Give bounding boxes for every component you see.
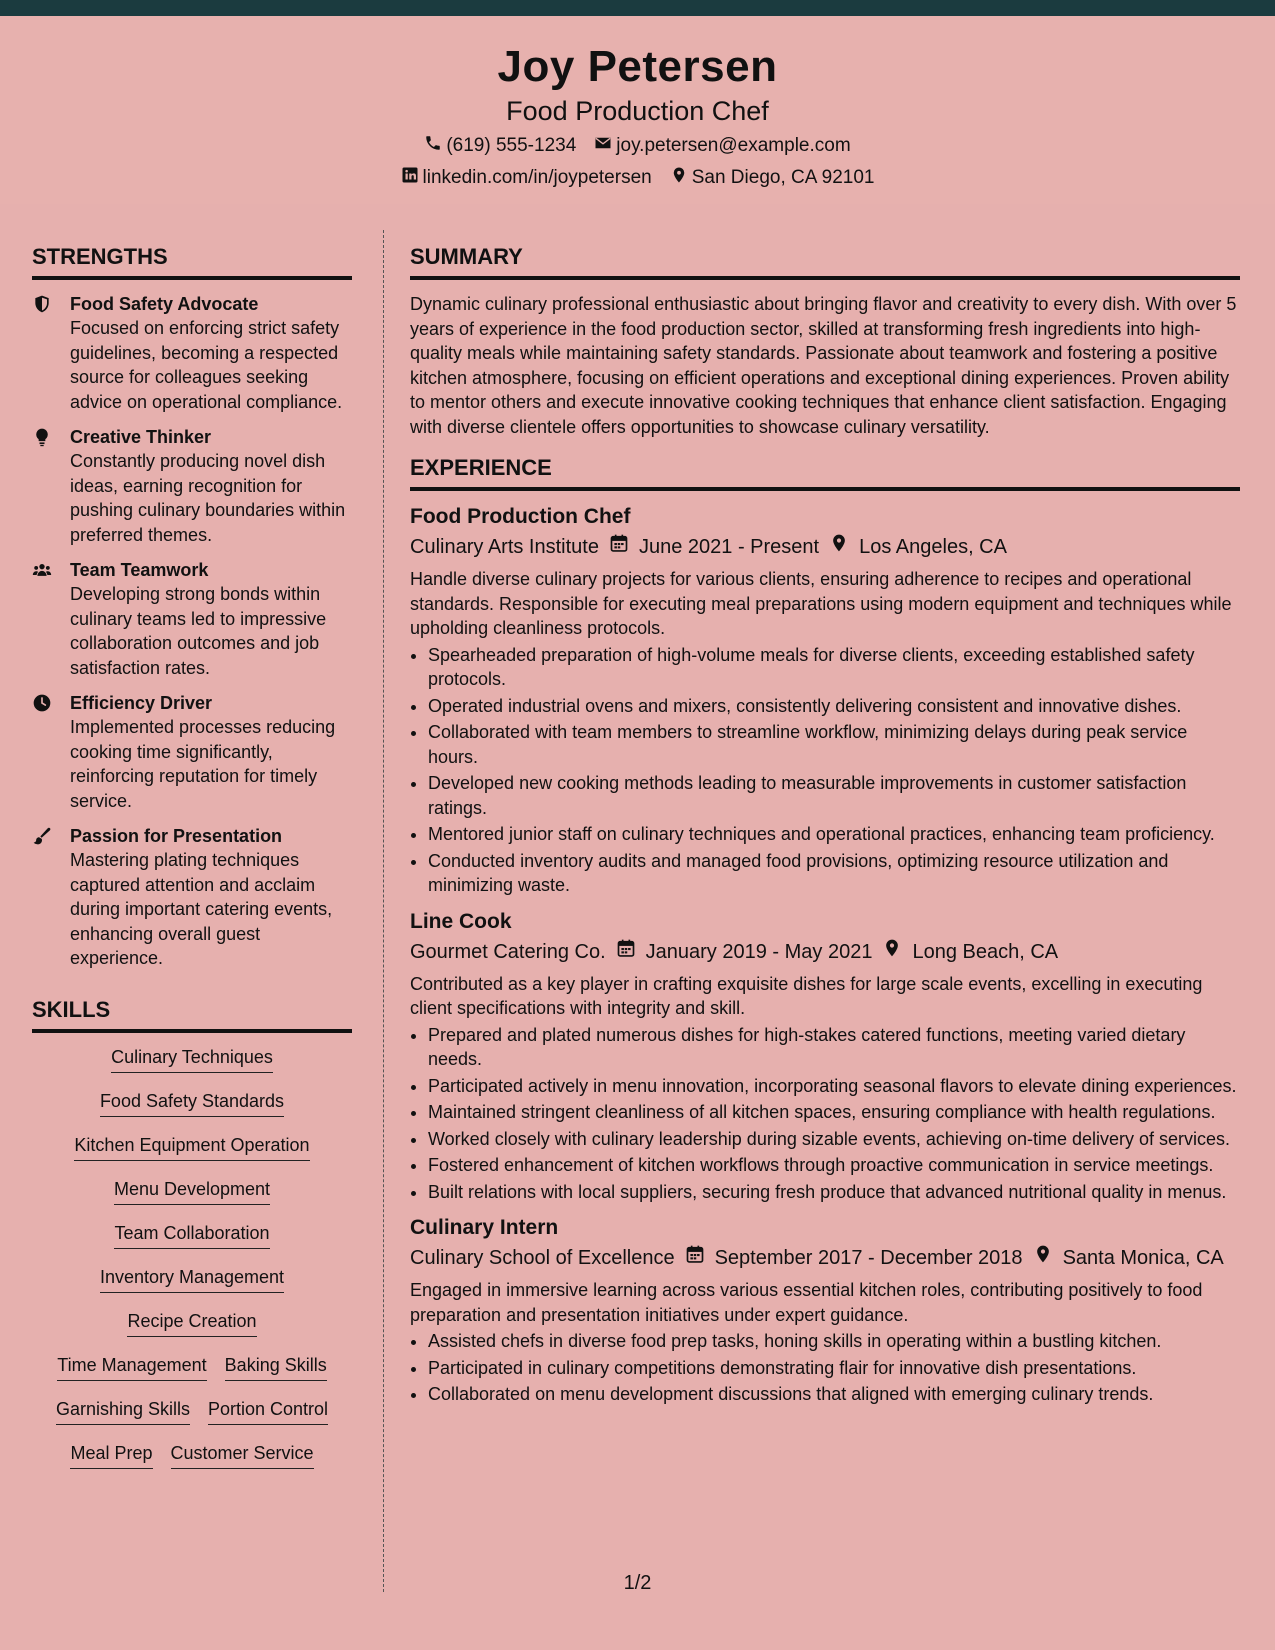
right-column <box>410 244 1240 1417</box>
job-dates: September 2017 - December 2018 <box>714 1247 1023 1269</box>
job-title: Culinary Intern <box>410 1216 559 1239</box>
skill-tag: Menu Development <box>114 1177 270 1205</box>
list-item: • Assisted chefs in diverse food prep tasks, honing skills in operating within a bustling kitchen. <box>428 1329 1240 1354</box>
job-dates: January 2019 - May 2021 <box>645 940 873 963</box>
job-entry <box>410 1214 1240 1407</box>
contact-row-1 <box>0 134 1275 158</box>
contact-email[interactable] <box>594 134 850 158</box>
strength-item <box>32 292 352 414</box>
envelope-icon <box>594 134 612 158</box>
list-item: • Fostered enhancement of kitchen workflows through proactive communication in service meetings. <box>428 1153 1240 1178</box>
map-pin-icon <box>1033 1242 1053 1274</box>
strength-title: Passion for Presentation <box>70 826 283 846</box>
contact-linkedin[interactable] <box>401 166 652 190</box>
job-meta <box>410 936 1240 968</box>
job-dates: June 2021 - Present <box>638 536 820 558</box>
job-entry <box>410 908 1240 1205</box>
skill-tag: Garnishing Skills <box>56 1397 190 1425</box>
candidate-name: Joy Petersen <box>497 42 778 91</box>
job-description: Contributed as a key player in crafting exquisite dishes for large scale events, excelling in executing client specifications with integrity and skill. <box>410 973 1203 1018</box>
skill-tag: Customer Service <box>171 1441 314 1469</box>
list-item: • Participated in culinary competitions demonstrating flair for innovative dish presentations. <box>428 1356 1240 1381</box>
list-item: • Collaborated with team members to streamline workflow, minimizing delays during peak service hours. <box>428 720 1240 769</box>
job-title: Line Cook <box>410 909 512 933</box>
linkedin-icon <box>401 166 419 190</box>
job-meta <box>410 531 1240 563</box>
strength-item <box>32 691 352 813</box>
page-number: 1/2 <box>623 1572 652 1594</box>
skill-tag: Food Safety Standards <box>100 1089 284 1117</box>
job-location: Los Angeles, CA <box>859 536 1007 558</box>
strength-desc: Constantly producing novel dish ideas, earning recognition for pushing culinary boundaries within preferred themes. <box>70 451 346 545</box>
list-item: • Built relations with local suppliers, securing fresh produce that advanced nutritional quality in menus. <box>428 1180 1240 1205</box>
summary-heading: SUMMARY <box>410 244 1240 280</box>
strength-desc: Focused on enforcing strict safety guidelines, becoming a respected source for colleagues seeking advice on operational compliance. <box>70 318 343 412</box>
top-accent-bar <box>0 0 1275 16</box>
map-pin-icon <box>829 531 849 563</box>
left-column <box>32 244 352 1485</box>
skill-tag: Baking Skills <box>225 1353 327 1381</box>
phone-text: (619) 555-1234 <box>446 135 577 156</box>
email-text: joy.petersen@example.com <box>616 135 851 156</box>
skill-tag: Portion Control <box>208 1397 328 1425</box>
strengths-heading: STRENGTHS <box>32 244 352 280</box>
strength-item <box>32 824 352 971</box>
list-item: • Operated industrial ovens and mixers, consistently delivering consistent and innovative dishes. <box>428 694 1240 719</box>
calendar-icon <box>616 936 636 968</box>
skill-tag: Team Collaboration <box>114 1221 269 1249</box>
contact-row-2 <box>0 166 1275 190</box>
skills-list <box>32 1045 352 1469</box>
calendar-icon <box>609 531 629 563</box>
list-item: • Worked closely with culinary leadership during sizable events, achieving on-time delivery of services. <box>428 1127 1240 1152</box>
skill-tag: Culinary Techniques <box>111 1045 273 1073</box>
strength-title: Food Safety Advocate <box>70 294 259 314</box>
clock-icon <box>32 691 58 813</box>
job-description: Handle diverse culinary projects for various clients, ensuring adherence to recipes and operational standards. Responsible for executing meal preparations using modern equipment and techniques while upholding cleanliness protocols. <box>410 569 1232 638</box>
skills-heading: SKILLS <box>32 997 352 1033</box>
job-bullets <box>410 1329 1240 1407</box>
job-description: Engaged in immersive learning across various essential kitchen roles, contributing positively to food preparation and presentation initiatives under expert guidance. <box>410 1280 1203 1325</box>
company-name: Culinary Arts Institute <box>410 536 599 558</box>
strength-desc: Mastering plating techniques captured attention and acclaim during important catering events, enhancing overall guest experience. <box>70 850 333 968</box>
list-item: • Collaborated on menu development discussions that aligned with emerging culinary trends. <box>428 1382 1240 1407</box>
experience-heading: EXPERIENCE <box>410 455 1240 491</box>
lightbulb-icon <box>32 425 58 547</box>
strength-desc: Implemented processes reducing cooking time significantly, reinforcing reputation for timely service. <box>70 717 336 811</box>
users-icon <box>32 558 58 680</box>
strength-item <box>32 558 352 680</box>
skill-tag: Meal Prep <box>70 1441 152 1469</box>
map-pin-icon <box>882 936 902 968</box>
strength-title: Creative Thinker <box>70 427 212 447</box>
strength-item <box>32 425 352 547</box>
list-item: • Spearheaded preparation of high-volume meals for diverse clients, exceeding established safety protocols. <box>428 643 1240 692</box>
list-item: • Maintained stringent cleanliness of all kitchen spaces, ensuring compliance with health regulations. <box>428 1100 1240 1125</box>
list-item: • Conducted inventory audits and managed food provisions, optimizing resource utilization and minimizing waste. <box>428 849 1240 898</box>
list-item: • Developed new cooking methods leading to measurable improvements in customer satisfaction ratings. <box>428 771 1240 820</box>
job-location: Long Beach, CA <box>912 940 1059 963</box>
shield-icon <box>32 292 58 414</box>
strength-title: Team Teamwork <box>70 560 209 580</box>
map-pin-icon <box>670 166 688 190</box>
phone-icon <box>424 134 442 158</box>
job-meta <box>410 1242 1240 1274</box>
contact-location <box>670 166 875 190</box>
company-name: Culinary School of Excellence <box>410 1247 675 1269</box>
skill-tag: Kitchen Equipment Operation <box>74 1133 309 1161</box>
job-bullets <box>410 1023 1240 1205</box>
list-item: • Participated actively in menu innovation, incorporating seasonal flavors to elevate dining experiences. <box>428 1074 1240 1099</box>
skill-tag: Inventory Management <box>100 1265 284 1293</box>
list-item: • Mentored junior staff on culinary techniques and operational practices, enhancing team proficiency. <box>428 822 1240 847</box>
contact-phone <box>424 134 576 158</box>
resume-header <box>0 16 1275 204</box>
list-item: • Prepared and plated numerous dishes for high-stakes catered functions, meeting varied dietary needs. <box>428 1023 1240 1072</box>
linkedin-text: linkedin.com/in/joypetersen <box>422 167 652 188</box>
summary-text: Dynamic culinary professional enthusiastic about bringing flavor and creativity to every dish. With over 5 years of experience in the food production sector, skilled at transforming fresh ingredients into high-quality meals while maintaining safety standards. Passionate about teamwork and fostering a positive kitchen atmosphere, focusing on efficient operations and exceptional dining experiences. Proven ability to mentor others and execute innovative cooking techniques that enhance client satisfaction. Engaging with diverse clientele offers opportunities to showcase culinary versatility. <box>410 294 1237 437</box>
job-bullets <box>410 643 1240 898</box>
strength-desc: Developing strong bonds within culinary teams led to impressive collaboration outcomes and job satisfaction rates. <box>70 584 327 678</box>
skill-tag: Recipe Creation <box>127 1309 256 1337</box>
company-name: Gourmet Catering Co. <box>410 940 606 963</box>
job-title: Food Production Chef <box>410 505 631 528</box>
brush-icon <box>32 824 58 971</box>
job-location: Santa Monica, CA <box>1062 1247 1224 1269</box>
skill-tag: Time Management <box>57 1353 206 1381</box>
strength-title: Efficiency Driver <box>70 693 213 713</box>
job-entry <box>410 503 1240 898</box>
location-text: San Diego, CA 92101 <box>691 167 875 188</box>
calendar-icon <box>685 1242 705 1274</box>
column-divider <box>383 230 384 1592</box>
candidate-title: Food Production Chef <box>506 96 769 126</box>
